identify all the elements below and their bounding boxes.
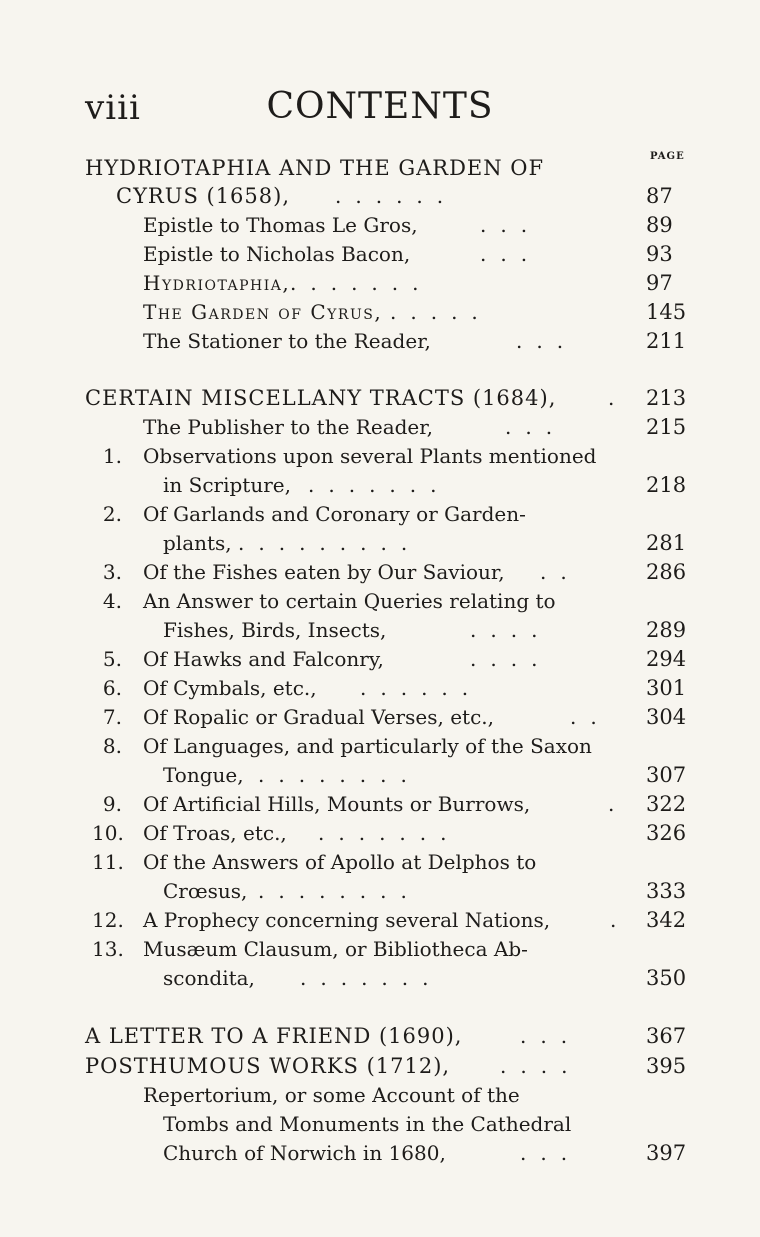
entry-page: 289 xyxy=(646,618,687,642)
entry-page: 333 xyxy=(646,879,687,903)
entry-page: 215 xyxy=(646,415,687,439)
entry-page: 89 xyxy=(646,213,673,237)
entry-page: 97 xyxy=(646,271,673,295)
leader-dots: ... xyxy=(480,213,542,237)
toc-entry: Musæum Clausum, or Bibliotheca Ab- xyxy=(143,937,528,961)
item-number: 4. xyxy=(102,589,122,613)
toc-entry: Of Languages, and particularly of the Saxon xyxy=(143,734,592,758)
toc-entry: Of Troas, etc., xyxy=(143,821,287,845)
entry-page: 286 xyxy=(646,560,687,584)
item-number: 11. xyxy=(92,850,124,874)
entry-page: 350 xyxy=(646,966,687,990)
toc-entry: Of Cymbals, etc., xyxy=(143,676,317,700)
page-title: CONTENTS xyxy=(266,86,494,127)
toc-entry: Of Garlands and Coronary or Garden- xyxy=(143,502,526,526)
entry-page: 326 xyxy=(646,821,687,845)
leader-dots: .. xyxy=(570,705,611,729)
leader-dots: ........ xyxy=(258,879,421,903)
section-title-cont: CYRUS (1658), xyxy=(116,184,291,208)
entry-page: 145 xyxy=(646,300,687,324)
item-number: 3. xyxy=(102,560,122,584)
leader-dots: . xyxy=(610,908,631,932)
entry-page: 307 xyxy=(646,763,687,787)
page-column-label: PAGE xyxy=(650,151,685,162)
leader-dots: ..... xyxy=(390,300,492,324)
item-number: 10. xyxy=(92,821,124,845)
section-page: 213 xyxy=(646,386,687,410)
toc-entry: A Prophecy concerning several Nations, xyxy=(143,908,551,932)
section-page: 367 xyxy=(646,1024,687,1048)
leader-dots: ... xyxy=(520,1024,582,1048)
entry-page: 211 xyxy=(646,329,687,353)
toc-entry: Of Hawks and Falconry, xyxy=(143,647,384,671)
leader-dots: ........ xyxy=(258,763,421,787)
toc-entry: Repertorium, or some Account of the xyxy=(143,1083,520,1107)
section-page: 87 xyxy=(646,184,673,208)
item-number: 13. xyxy=(92,937,124,961)
toc-entry-cont: Fishes, Birds, Insects, xyxy=(163,618,387,642)
toc-entry-cont: scondita, xyxy=(163,966,255,990)
entry-page: 397 xyxy=(646,1141,687,1165)
leader-dots: ....... xyxy=(318,821,461,845)
leader-dots: ... xyxy=(516,329,578,353)
toc-entry-cont: Tongue, xyxy=(163,763,244,787)
leader-dots: ....... xyxy=(300,966,443,990)
item-number: 5. xyxy=(102,647,122,671)
section-title: A LETTER TO A FRIEND (1690), xyxy=(85,1024,463,1048)
entry-page: 322 xyxy=(646,792,687,816)
leader-dots: ...... xyxy=(360,676,483,700)
section-title: POSTHUMOUS WORKS (1712), xyxy=(85,1054,451,1078)
entry-page: 304 xyxy=(646,705,687,729)
leader-dots: .... xyxy=(470,647,552,671)
toc-entry: The Stationer to the Reader, xyxy=(143,329,431,353)
toc-entry: Of the Answers of Apollo at Delphos to xyxy=(143,850,537,874)
entry-page: 93 xyxy=(646,242,673,266)
toc-entry: The Garden of Cyrus, xyxy=(143,300,383,324)
toc-entry: The Publisher to the Reader, xyxy=(143,415,433,439)
item-number: 2. xyxy=(102,502,122,526)
section-page: 395 xyxy=(646,1054,687,1078)
item-number: 9. xyxy=(102,792,122,816)
leader-dots: ......... xyxy=(238,531,422,555)
entry-page: 294 xyxy=(646,647,687,671)
item-number: 12. xyxy=(92,908,124,932)
toc-entry-cont: Tombs and Monuments in the Cathedral xyxy=(163,1112,572,1136)
leader-dots: . xyxy=(608,386,629,410)
leader-dots: ....... xyxy=(308,473,451,497)
item-number: 8. xyxy=(102,734,122,758)
toc-entry-cont: Church of Norwich in 1680, xyxy=(163,1141,446,1165)
leader-dots: .... xyxy=(470,618,552,642)
item-number: 6. xyxy=(102,676,122,700)
leader-dots: ... xyxy=(480,242,542,266)
leader-dots: ... xyxy=(520,1141,582,1165)
toc-entry: Of Artificial Hills, Mounts or Burrows, xyxy=(143,792,531,816)
leader-dots: ...... xyxy=(335,184,458,208)
toc-entry: Of the Fishes eaten by Our Saviour, xyxy=(143,560,505,584)
leader-dots: ... xyxy=(505,415,567,439)
leader-dots: .. xyxy=(540,560,581,584)
item-number: 7. xyxy=(102,705,122,729)
toc-entry: Observations upon several Plants mentioned xyxy=(143,444,597,468)
leader-dots: ....... xyxy=(290,271,433,295)
page-number: viii xyxy=(85,88,141,128)
toc-entry: Hydriotaphia, xyxy=(143,271,291,295)
section-title: HYDRIOTAPHIA AND THE GARDEN OF xyxy=(85,156,545,180)
toc-entry: Epistle to Thomas Le Gros, xyxy=(143,213,418,237)
item-number: 1. xyxy=(102,444,122,468)
toc-entry-cont: plants, xyxy=(163,531,232,555)
toc-entry-cont: Crœsus, xyxy=(163,879,248,903)
section-title: CERTAIN MISCELLANY TRACTS (1684), xyxy=(85,386,557,410)
toc-entry: Epistle to Nicholas Bacon, xyxy=(143,242,411,266)
toc-entry: Of Ropalic or Gradual Verses, etc., xyxy=(143,705,494,729)
entry-page: 281 xyxy=(646,531,687,555)
entry-page: 218 xyxy=(646,473,687,497)
entry-page: 342 xyxy=(646,908,687,932)
leader-dots: .... xyxy=(500,1054,582,1078)
toc-entry: An Answer to certain Queries relating to xyxy=(143,589,556,613)
entry-page: 301 xyxy=(646,676,687,700)
toc-entry-cont: in Scripture, xyxy=(163,473,291,497)
leader-dots: . xyxy=(608,792,629,816)
